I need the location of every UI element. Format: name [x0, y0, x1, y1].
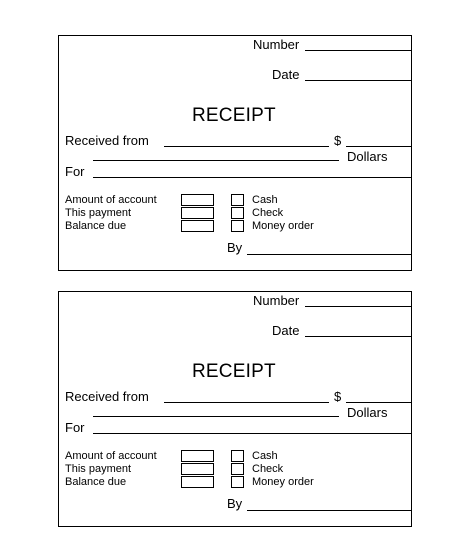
this-payment-box[interactable] [181, 463, 214, 475]
cash-checkbox[interactable] [231, 450, 244, 462]
receipt-title: RECEIPT [192, 361, 276, 382]
date-label: Date [272, 323, 300, 338]
amount-field[interactable] [346, 146, 411, 147]
signature-field[interactable] [247, 510, 411, 511]
date-field[interactable] [305, 80, 411, 81]
receipt-form [58, 291, 412, 527]
check-checkbox[interactable] [231, 463, 244, 475]
amount-of-account-label: Amount of account [65, 450, 157, 462]
received-from-field[interactable] [164, 402, 329, 403]
payment-method-checkboxes [231, 450, 244, 489]
receipt-title: RECEIPT [192, 105, 276, 126]
amount-of-account-box[interactable] [181, 194, 214, 206]
dollars-written-field[interactable] [93, 416, 339, 417]
check-label: Check [252, 463, 284, 475]
money-order-label: Money order [252, 220, 314, 232]
amount-of-account-label: Amount of account [65, 194, 157, 206]
number-field[interactable] [305, 50, 411, 51]
this-payment-label: This payment [65, 207, 132, 219]
signature-field[interactable] [247, 254, 411, 255]
money-order-checkbox[interactable] [231, 476, 244, 488]
cash-checkbox[interactable] [231, 194, 244, 206]
date-field[interactable] [305, 336, 411, 337]
amount-of-account-box[interactable] [181, 450, 214, 462]
this-payment-label: This payment [65, 463, 132, 475]
by-label: By [227, 240, 243, 255]
money-order-label: Money order [252, 476, 314, 488]
balance-due-label: Balance due [65, 476, 127, 488]
received-from-label: Received from [65, 389, 149, 404]
amount-boxes [181, 450, 215, 489]
payment-method-checkboxes [231, 194, 244, 233]
check-label: Check [252, 207, 284, 219]
balance-due-box[interactable] [181, 220, 214, 232]
cash-label: Cash [252, 194, 278, 206]
for-label: For [65, 420, 85, 435]
number-label: Number [253, 293, 300, 308]
received-from-label: Received from [65, 133, 149, 148]
dollar-sign: $ [334, 133, 342, 148]
amount-field[interactable] [346, 402, 411, 403]
check-checkbox[interactable] [231, 207, 244, 219]
received-from-field[interactable] [164, 146, 329, 147]
balance-due-label: Balance due [65, 220, 127, 232]
receipt-form [58, 35, 412, 271]
dollars-label: Dollars [347, 405, 388, 420]
number-field[interactable] [305, 306, 411, 307]
date-label: Date [272, 67, 300, 82]
amount-boxes [181, 194, 215, 233]
for-field[interactable] [93, 433, 411, 434]
number-label: Number [253, 37, 300, 52]
dollars-label: Dollars [347, 149, 388, 164]
cash-label: Cash [252, 450, 278, 462]
money-order-checkbox[interactable] [231, 220, 244, 232]
dollar-sign: $ [334, 389, 342, 404]
by-label: By [227, 496, 243, 511]
this-payment-box[interactable] [181, 207, 214, 219]
for-label: For [65, 164, 85, 179]
for-field[interactable] [93, 177, 411, 178]
balance-due-box[interactable] [181, 476, 214, 488]
dollars-written-field[interactable] [93, 160, 339, 161]
